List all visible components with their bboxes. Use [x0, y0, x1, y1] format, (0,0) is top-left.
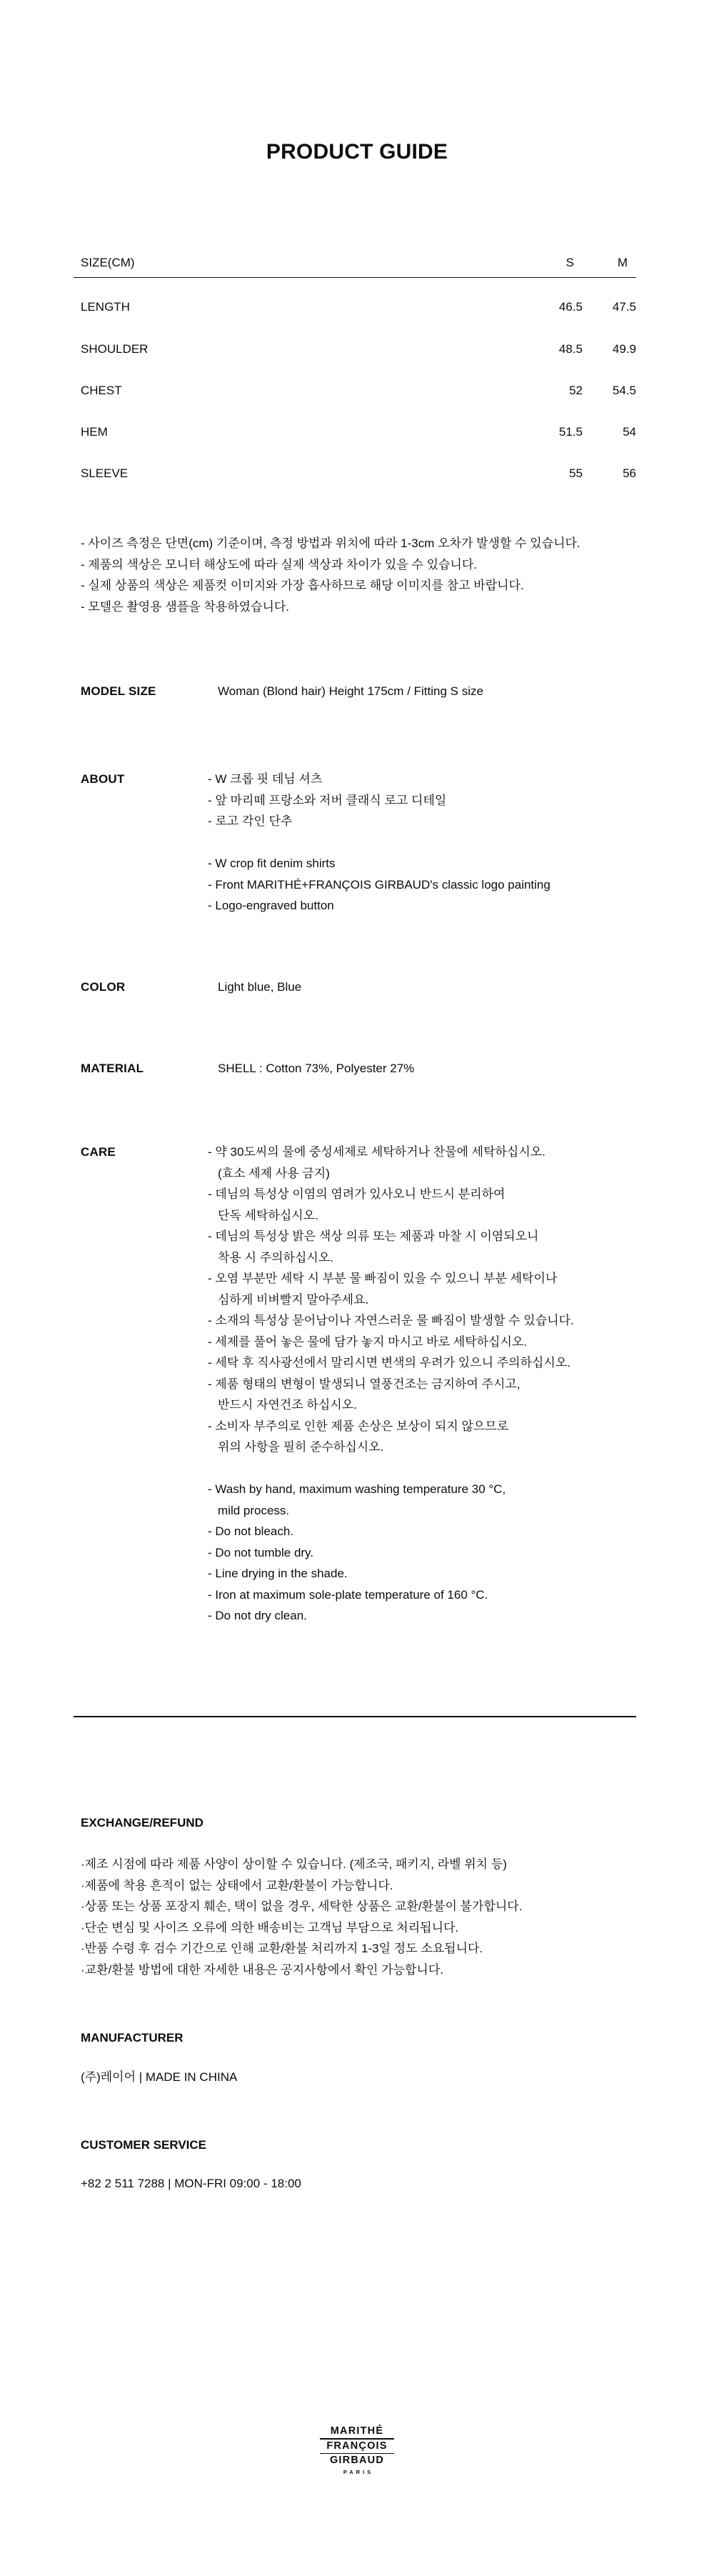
- blank-line: [74, 1458, 636, 1479]
- exchange-refund-list: [74, 1854, 636, 1980]
- text-line: - 앞 마리떼 프랑소와 저버 클래식 로고 디테일: [208, 793, 447, 807]
- text-line: - 로고 각인 단추: [208, 814, 293, 828]
- color-section: [74, 977, 636, 998]
- text-line: ·반품 수령 후 검수 기간으로 인해 교환/환불 처리까지 1-3일 정도 소요됩니다.: [81, 1942, 483, 1955]
- size-table-header-s: S: [565, 256, 574, 269]
- row-value-m: 54.5: [612, 383, 636, 397]
- customer-service-value: +82 2 511 7288 | MON-FRI 09:00 - 18:00: [81, 2177, 301, 2190]
- text-line: - Do not dry clean.: [208, 1609, 307, 1622]
- content-area: [74, 0, 636, 2576]
- row-value-m: 56: [623, 466, 636, 481]
- manufacturer-heading: MANUFACTURER: [81, 2031, 183, 2045]
- text-line: ·제품에 착용 흔적이 없는 상태에서 교환/환불이 가능합니다.: [81, 1878, 393, 1892]
- care-label: CARE: [81, 1145, 116, 1159]
- text-line: 반드시 자연건조 하십시오.: [218, 1398, 357, 1412]
- logo-line-marithe: MARITHÉ: [330, 2425, 384, 2437]
- row-value-m: 54: [623, 425, 636, 439]
- size-table: [74, 249, 636, 486]
- text-line: ·단순 변심 및 사이즈 오류에 의한 배송비는 고객님 부담으로 처리됩니다.: [81, 1920, 459, 1935]
- text-line: - 모델은 촬영용 샘플을 착용하였습니다.: [81, 599, 290, 614]
- text-line: - Wash by hand, maximum washing temperature 30 °C,: [208, 1482, 506, 1496]
- logo-city-paris: PARIS: [343, 2469, 374, 2475]
- exchange-refund-heading: EXCHANGE/REFUND: [81, 1816, 203, 1829]
- row-label: SLEEVE: [81, 466, 129, 481]
- size-table-header-m: M: [617, 256, 628, 269]
- customer-service-heading: CUSTOMER SERVICE: [81, 2138, 207, 2152]
- logo-line-girbaud: GIRBAUD: [329, 2455, 385, 2466]
- text-line: - 데님의 특성상 밝은 색상 의류 또는 제품과 마찰 시 이염되오니: [208, 1229, 539, 1243]
- text-line: - Do not bleach.: [208, 1524, 294, 1538]
- row-value-m: 49.9: [612, 341, 636, 356]
- about-label: ABOUT: [81, 772, 125, 786]
- row-value-s: 52: [569, 383, 583, 397]
- table-row: [74, 444, 636, 486]
- text-line: - 세제를 풀어 놓은 물에 담가 놓지 마시고 바로 세탁하십시오.: [208, 1334, 528, 1349]
- text-line: mild process.: [218, 1503, 290, 1517]
- page-title: PRODUCT GUIDE: [266, 140, 448, 164]
- text-line: ·교환/환불 방법에 대한 자세한 내용은 공지사항에서 확인 가능합니다.: [81, 1962, 443, 1977]
- text-line: - Front MARITHÉ+FRANÇOIS GIRBAUD's classic logo painting: [208, 877, 550, 892]
- table-row: [74, 319, 636, 361]
- text-line: - 사이즈 측정은 단면(cm) 기준이며, 측정 방법과 위치에 따라 1-3cm 오차가 발생할 수 있습니다.: [81, 536, 580, 550]
- text-line: - 소재의 특성상 묻어남이나 자연스러운 물 빠짐이 발생할 수 있습니다.: [208, 1314, 574, 1327]
- manufacturer-value: (주)레이어 | MADE IN CHINA: [81, 2070, 238, 2084]
- logo-rule: [320, 2453, 394, 2455]
- row-label: HEM: [81, 425, 108, 439]
- text-line: - Line drying in the shade.: [208, 1567, 348, 1580]
- row-label: CHEST: [81, 383, 122, 397]
- text-line: 단독 세탁하십시오.: [218, 1208, 318, 1222]
- about-section: [74, 769, 636, 917]
- text-line: - 제품의 색상은 모니터 해상도에 따라 실제 색상과 차이가 있을 수 있습니다.: [81, 557, 477, 571]
- material-label: MATERIAL: [81, 1062, 144, 1075]
- model-size-section: [74, 681, 636, 702]
- text-line: - 오염 부분만 세탁 시 부분 물 빠짐이 있을 수 있으니 부분 세탁이나: [208, 1272, 558, 1285]
- text-line: 착용 시 주의하십시오.: [218, 1250, 333, 1264]
- row-label: LENGTH: [81, 300, 130, 314]
- text-line: - W 크롭 핏 데님 셔츠: [208, 772, 323, 786]
- size-table-header-label: SIZE(CM): [81, 256, 135, 269]
- size-notes: [74, 533, 636, 617]
- text-line: 심하게 비벼빨지 말아주세요.: [218, 1292, 369, 1307]
- table-row: [74, 278, 636, 319]
- text-line: 위의 사항을 필히 준수하십시오.: [218, 1440, 384, 1454]
- size-table-header: [74, 249, 636, 278]
- row-value-s: 51.5: [558, 425, 583, 439]
- text-line: (효소 세제 사용 금지): [218, 1166, 330, 1180]
- material-value: SHELL : Cotton 73%, Polyester 27%: [218, 1062, 415, 1075]
- color-label: COLOR: [81, 980, 126, 994]
- logo-rule: [320, 2438, 394, 2440]
- brand-logo: [320, 2426, 394, 2475]
- text-line: - Logo-engraved button: [208, 899, 334, 912]
- text-line: - Iron at maximum sole-plate temperature of 160 °C.: [208, 1587, 488, 1602]
- about-lines: [74, 769, 636, 917]
- table-row: [74, 361, 636, 403]
- text-line: ·제조 시점에 따라 제품 사양이 상이할 수 있습니다. (제조국, 패키지, 라벨 위치 등): [81, 1857, 507, 1871]
- row-label: SHOULDER: [81, 341, 149, 356]
- row-value-s: 55: [569, 466, 583, 481]
- model-size-value: Woman (Blond hair) Height 175cm / Fitting S size: [218, 684, 483, 698]
- text-line: - 실제 상품의 색상은 제품컷 이미지와 가장 흡사하므로 해당 이미지를 참고 바랍니다.: [81, 579, 524, 592]
- text-line: - 데님의 특성상 이염의 염려가 있사오니 반드시 분리하여: [208, 1187, 506, 1201]
- text-line: - 제품 형태의 변형이 발생되니 열풍건조는 금지하여 주시고,: [208, 1377, 521, 1391]
- row-value-s: 46.5: [558, 300, 583, 314]
- model-size-label: MODEL SIZE: [81, 684, 156, 698]
- row-value-m: 47.5: [612, 300, 636, 314]
- blank-line: [74, 832, 636, 854]
- text-line: - 세탁 후 직사광선에서 말리시면 변색의 우려가 있으니 주의하십시오.: [208, 1356, 570, 1369]
- material-section: [74, 1058, 636, 1079]
- text-line: - Do not tumble dry.: [208, 1545, 314, 1559]
- section-divider: [74, 1716, 636, 1717]
- color-value: Light blue, Blue: [218, 980, 302, 994]
- text-line: - 소비자 부주의로 인한 제품 손상은 보상이 되지 않으므로: [208, 1419, 509, 1433]
- table-row: [74, 403, 636, 444]
- row-value-s: 48.5: [558, 341, 583, 356]
- text-line: - 약 30도씨의 물에 중성세제로 세탁하거나 찬물에 세탁하십시오.: [208, 1145, 545, 1159]
- care-section: [74, 1142, 636, 1627]
- text-line: - W crop fit denim shirts: [208, 857, 336, 870]
- logo-line-francois: FRANÇOIS: [326, 2440, 388, 2452]
- text-line: ·상품 또는 상품 포장지 훼손, 택이 없을 경우, 세탁한 상품은 교환/환불이 불가합니다.: [81, 1899, 523, 1913]
- care-lines: [74, 1142, 636, 1627]
